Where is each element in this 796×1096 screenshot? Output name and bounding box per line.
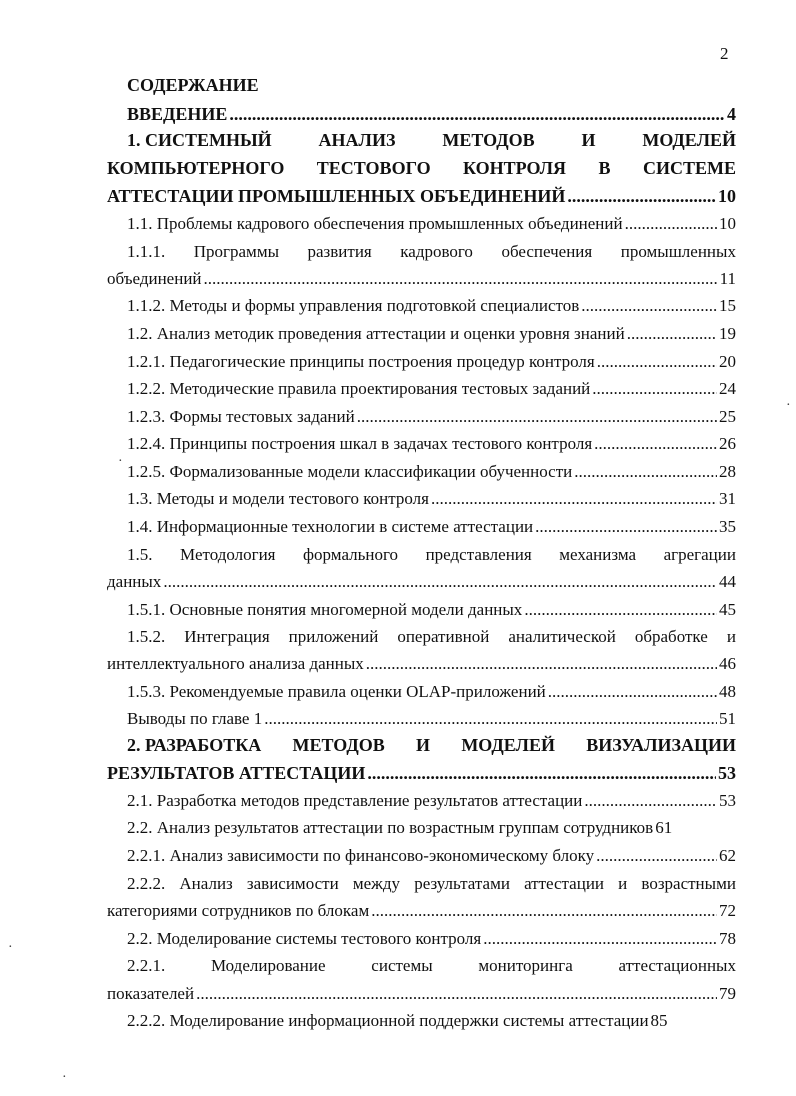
toc-entry-introduction[interactable]: ВВЕДЕНИЕ ..... 4	[107, 100, 736, 128]
toc-entry-line2[interactable]: данных ..... 44	[107, 568, 736, 596]
toc-entry[interactable]: 1.3. Методы и модели тестового контроля ..... 31	[107, 485, 736, 513]
toc-entry[interactable]: 1.2.1. Педагогические принципы построения процедур контроля ..... 20	[107, 348, 736, 376]
toc-entry-line2[interactable]: показателей ..... 79	[107, 980, 736, 1008]
toc-entry[interactable]: 2.2.2. Моделирование информационной поддержки системы аттестации 85	[127, 1011, 668, 1030]
toc-entry[interactable]: 1.2.3. Формы тестовых заданий ..... 25	[107, 403, 736, 431]
page-title: СОДЕРЖАНИЕ	[127, 75, 259, 95]
toc-entry-chapter-1-line2[interactable]: КОМПЬЮТЕРНОГО ТЕСТОВОГО КОНТРОЛЯ В СИСТЕМЕ	[107, 158, 736, 178]
toc-entry[interactable]: 1.2.2. Методические правила проектирования тестовых заданий ..... 24	[107, 375, 736, 403]
toc-entry-line1[interactable]: 2.2.1. Моделирование системы мониторинга аттестационных	[127, 956, 736, 975]
toc-entry[interactable]: 1.5.3. Рекомендуемые правила оценки OLAP-приложений ..... 48	[107, 678, 736, 706]
toc-entry[interactable]: 1.2.5. Формализованные модели классификации обученности ..... 28	[107, 458, 736, 486]
toc-entry[interactable]: Выводы по главе 1 ..... 51	[107, 705, 736, 733]
toc-entry[interactable]: 1.1.2. Методы и формы управления подготовкой специалистов ..... 15	[107, 292, 736, 320]
toc-entry[interactable]: 2.2. Моделирование системы тестового контроля ..... 78	[107, 925, 736, 953]
toc-entry-chapter-1-line3[interactable]: АТТЕСТАЦИИ ПРОМЫШЛЕННЫХ ОБЪЕДИНЕНИЙ ..... 10	[107, 182, 736, 210]
scan-speck: ·	[118, 454, 123, 469]
scan-speck: ·	[786, 398, 791, 413]
toc-entry[interactable]: 2.2. Анализ результатов аттестации по возрастным группам сотрудников 61	[127, 818, 673, 837]
toc-entry-line1[interactable]: 1.5. Методология формального представления механизма агрегации	[127, 545, 736, 564]
toc-entry-chapter-2-line1[interactable]: 2. РАЗРАБОТКА МЕТОДОВ И МОДЕЛЕЙ ВИЗУАЛИЗАЦИИ	[127, 735, 736, 755]
toc-entry[interactable]: 2.2.1. Анализ зависимости по финансово-экономическому блоку ..... 62	[107, 842, 736, 870]
toc-entry-line1[interactable]: 1.1.1. Программы развития кадрового обеспечения промышленных	[127, 242, 736, 261]
scan-speck: ·	[62, 1070, 67, 1085]
toc-entry-line1[interactable]: 2.2.2. Анализ зависимости между результатами аттестации и возрастными	[127, 874, 736, 893]
toc-entry-line2[interactable]: объединений ..... 11	[107, 265, 736, 293]
toc-entry-chapter-1-line1[interactable]: 1. СИСТЕМНЫЙ АНАЛИЗ МЕТОДОВ И МОДЕЛЕЙ	[127, 130, 736, 150]
toc-entry[interactable]: 1.2. Анализ методик проведения аттестации и оценки уровня знаний ..... 19	[107, 320, 736, 348]
toc-entry[interactable]: 1.5.1. Основные понятия многомерной модели данных ..... 45	[107, 596, 736, 624]
page-number: 2	[720, 44, 729, 63]
toc-entry-line2[interactable]: категориями сотрудников по блокам ..... 72	[107, 897, 736, 925]
toc-entry[interactable]: 1.1. Проблемы кадрового обеспечения промышленных объединений ..... 10	[107, 210, 736, 238]
toc-entry-chapter-2-line2[interactable]: РЕЗУЛЬТАТОВ АТТЕСТАЦИИ ..... 53	[107, 759, 736, 787]
toc-entry[interactable]: 1.4. Информационные технологии в системе аттестации ..... 35	[107, 513, 736, 541]
toc-entry[interactable]: 1.2.4. Принципы построения шкал в задачах тестового контроля ..... 26	[107, 430, 736, 458]
scan-speck: ·	[8, 940, 13, 955]
toc-entry[interactable]: 2.1. Разработка методов представление результатов аттестации ..... 53	[107, 787, 736, 815]
toc-entry-line2[interactable]: интеллектуального анализа данных ..... 46	[107, 650, 736, 678]
toc-entry-line1[interactable]: 1.5.2. Интеграция приложений оперативной аналитической обработке и	[127, 627, 736, 646]
